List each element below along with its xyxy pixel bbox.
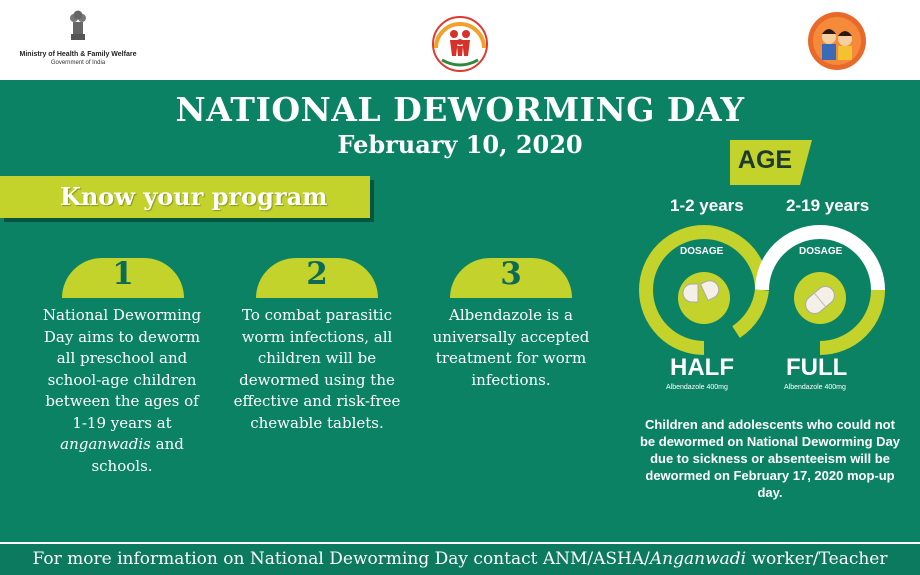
footer-text: For more information on National Deworming Day contact ANM/ASHA/Anganwadi worker/Teacher — [32, 549, 888, 569]
nhm-logo-icon — [428, 12, 492, 76]
age-range-2: 2-19 years — [786, 196, 870, 215]
dosage-label-2: DOSAGE — [799, 246, 843, 257]
dose-full: FULL — [786, 354, 848, 381]
mop-up-note: Children and adolescents who could not be dewormed on National Deworming Day due to sickness or absenteeism will be dewormed on February 17, 2020 mop-up day. — [639, 417, 901, 500]
ministry-sub: Government of India — [50, 60, 106, 66]
age-range-1: 1-2 years — [670, 196, 744, 215]
banner-text: Know your program — [60, 182, 328, 211]
step-2-number: 2 — [306, 256, 328, 292]
age-heading: AGE — [737, 146, 793, 174]
page-title: NATIONAL DEWORMING DAY — [175, 90, 745, 129]
dosage-graphic — [636, 220, 910, 370]
step-3-number: 3 — [500, 256, 522, 292]
age-badge — [730, 140, 800, 185]
campaign-mascot-logo-icon — [806, 10, 868, 72]
step-3-text: Albendazole is a universally accepted treatment for worm infections. — [432, 306, 590, 389]
ministry-name: Ministry of Health & Family Welfare — [19, 51, 137, 58]
event-date: February 10, 2020 — [337, 130, 583, 159]
dosage-label-1: DOSAGE — [680, 246, 724, 257]
step-1-text: National Deworming Day aims to deworm all preschool and school-age children between the ages of 1-19 years at anganwadis and schools. — [42, 306, 202, 475]
age-badge-tail — [800, 140, 812, 185]
footer — [0, 542, 920, 575]
know-your-program-banner — [0, 176, 370, 218]
step-1-number: 1 — [112, 256, 134, 292]
national-emblem-icon — [66, 8, 90, 42]
header — [0, 0, 920, 80]
step-2-text: To combat parasitic worm infections, all children will be dewormed using the effective and risk-free chewable tablets. — [233, 306, 401, 432]
drug-name-1: Albendazole 400mg — [666, 384, 728, 391]
ministry-logo — [18, 8, 138, 74]
dose-half: HALF — [670, 354, 734, 381]
drug-name-2: Albendazole 400mg — [784, 384, 846, 391]
